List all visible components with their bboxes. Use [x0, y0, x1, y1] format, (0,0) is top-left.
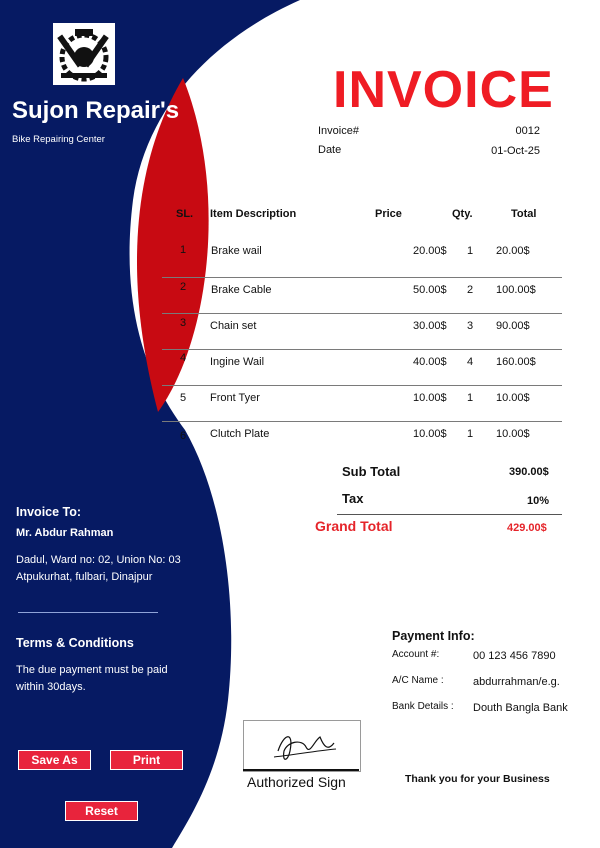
- row-divider: [162, 313, 562, 314]
- terms-line2: within 30days.: [16, 681, 86, 693]
- row-divider: [162, 349, 562, 350]
- grand-total-value: 429.00$: [507, 522, 547, 534]
- invoice-date: 01-Oct-25: [491, 145, 540, 157]
- row-qty: 4: [467, 356, 474, 368]
- col-header-price: Price: [375, 208, 402, 220]
- invoice-number: 0012: [515, 125, 540, 137]
- row-sl: 3: [180, 317, 187, 329]
- invoice-date-label: Date: [318, 144, 342, 156]
- account-number-label: Account #:: [392, 649, 440, 660]
- row-description: Front Tyer: [210, 392, 260, 404]
- company-logo: [53, 23, 115, 85]
- account-name-label: A/C Name :: [392, 675, 444, 686]
- row-total: 20.00$: [496, 245, 530, 257]
- row-qty: 1: [467, 245, 474, 257]
- row-divider: [162, 385, 562, 386]
- row-price: 10.00$: [413, 428, 447, 440]
- signature-box: [243, 720, 361, 772]
- subtotal-label: Sub Total: [342, 464, 401, 479]
- row-sl: 1: [180, 244, 187, 256]
- tax-value: 10%: [527, 495, 550, 507]
- terms-heading: Terms & Conditions: [16, 636, 134, 650]
- row-total: 10.00$: [496, 392, 530, 404]
- payment-info-heading: Payment Info:: [392, 629, 475, 643]
- row-sl: 5: [180, 392, 187, 404]
- thank-you-note: Thank you for your Business: [405, 773, 550, 785]
- left-divider: [18, 612, 158, 613]
- bank-details-label: Bank Details :: [392, 701, 454, 712]
- row-qty: 3: [467, 320, 474, 332]
- row-description: Ingine Wail: [210, 356, 265, 368]
- reset-button[interactable]: Reset: [65, 801, 138, 821]
- customer-name: Mr. Abdur Rahman: [16, 527, 114, 539]
- row-price: 30.00$: [413, 320, 447, 332]
- row-description: Brake wail: [211, 245, 262, 257]
- row-sl: 6: [180, 430, 187, 442]
- row-sl: 4: [180, 352, 187, 364]
- customer-address-line1: Dadul, Ward no: 02, Union No: 03: [16, 554, 181, 566]
- row-price: 10.00$: [413, 392, 447, 404]
- row-price: 20.00$: [413, 245, 447, 257]
- row-price: 40.00$: [413, 356, 447, 368]
- row-price: 50.00$: [413, 284, 447, 296]
- tax-label: Tax: [342, 491, 364, 506]
- print-button[interactable]: Print: [110, 750, 183, 770]
- grand-total-label: Grand Total: [315, 518, 393, 534]
- row-description: Clutch Plate: [210, 428, 270, 440]
- bank-details: Douth Bangla Bank: [473, 702, 568, 714]
- invoice-number-label: Invoice#: [318, 125, 359, 137]
- subtotal-value: 390.00$: [509, 466, 549, 478]
- row-description: Brake Cable: [211, 284, 272, 296]
- customer-address-line2: Atpukurhat, fulbari, Dinajpur: [16, 571, 153, 583]
- col-header-sl: SL.: [176, 208, 194, 220]
- terms-line1: The due payment must be paid: [16, 664, 168, 676]
- handwritten-signature: [244, 721, 360, 771]
- account-number: 00 123 456 7890: [473, 650, 556, 662]
- totals-divider: [337, 514, 562, 515]
- company-name: Sujon Repair's: [12, 97, 180, 124]
- save-as-button[interactable]: Save As: [18, 750, 91, 770]
- authorized-sign-label: Authorized Sign: [247, 774, 346, 790]
- row-qty: 2: [467, 284, 474, 296]
- row-total: 100.00$: [496, 284, 536, 296]
- row-qty: 1: [467, 392, 474, 404]
- invoice-to-heading: Invoice To:: [16, 505, 82, 519]
- row-total: 90.00$: [496, 320, 530, 332]
- row-divider: [162, 421, 562, 422]
- row-divider: [162, 277, 562, 278]
- row-qty: 1: [467, 428, 474, 440]
- company-subtitle: Bike Repairing Center: [12, 134, 105, 145]
- invoice-title: INVOICE: [333, 61, 554, 119]
- col-header-description: Item Description: [210, 208, 297, 220]
- row-total: 160.00$: [496, 356, 536, 368]
- account-name: abdurrahman/e.g.: [473, 676, 560, 688]
- row-sl: 2: [180, 281, 187, 293]
- col-header-total: Total: [511, 208, 537, 220]
- tools-logo-icon: [53, 23, 115, 85]
- row-description: Chain set: [210, 320, 257, 332]
- row-total: 10.00$: [496, 428, 530, 440]
- col-header-qty: Qty.: [452, 208, 473, 220]
- signature-line: [243, 769, 359, 771]
